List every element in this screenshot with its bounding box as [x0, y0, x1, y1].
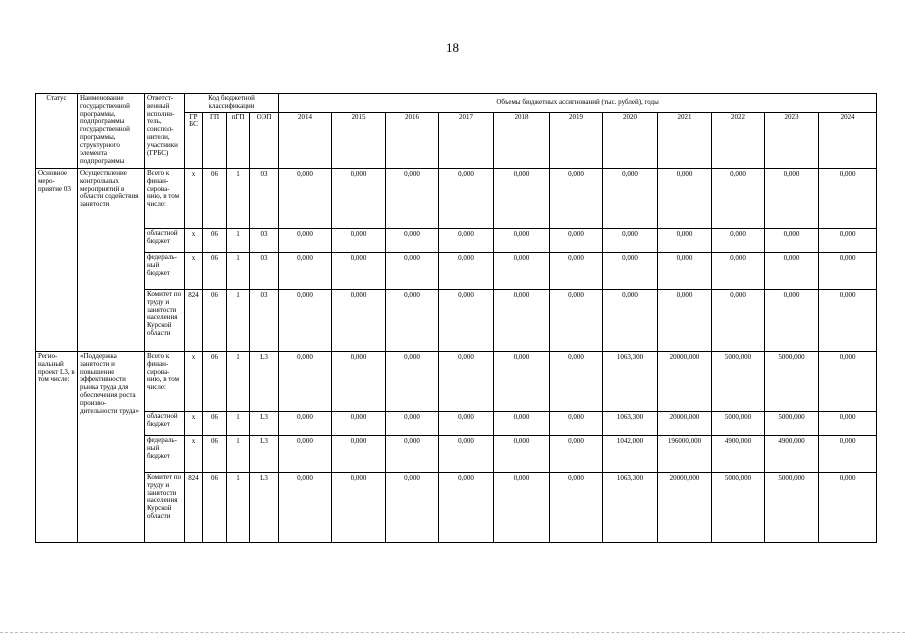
row-value: 0,000 — [494, 473, 550, 543]
row-value: 5000,000 — [765, 473, 819, 543]
header-status: Статус — [36, 94, 78, 169]
table-row — [36, 473, 877, 543]
header-year: 2021 — [658, 112, 712, 168]
header-oem: ОЭП — [250, 112, 279, 168]
row-value: 0,000 — [279, 412, 332, 436]
row-value: 0,000 — [386, 229, 439, 253]
row-value: 5000,000 — [765, 412, 819, 436]
row-executor: областной бюджет — [145, 412, 185, 436]
row-value: 0,000 — [332, 412, 386, 436]
row-code-grbs: х — [185, 169, 203, 229]
header-year: 2023 — [765, 112, 819, 168]
row-value: 5000,000 — [712, 412, 765, 436]
row-code-gp: 06 — [203, 253, 227, 290]
row-code-oem: L3 — [250, 352, 279, 412]
row-code-oem: 03 — [250, 229, 279, 253]
row-name: Осуществление контрольных мероприятий в области содействия занятости — [78, 169, 145, 352]
row-code-oem: 03 — [250, 253, 279, 290]
header-grbs: ГР БС — [185, 112, 203, 168]
row-value: 0,000 — [332, 229, 386, 253]
row-code-pgp: 1 — [227, 412, 250, 436]
row-code-grbs: х — [185, 229, 203, 253]
row-value: 0,000 — [765, 290, 819, 352]
row-value: 0,000 — [332, 253, 386, 290]
row-code-grbs: 824 — [185, 473, 203, 543]
header-year: 2020 — [603, 112, 658, 168]
row-executor: федераль-ный бюджет — [145, 436, 185, 473]
row-value: 0,000 — [550, 473, 603, 543]
row-executor: федераль-ный бюджет — [145, 253, 185, 290]
row-code-gp: 06 — [203, 290, 227, 352]
row-value: 0,000 — [819, 253, 877, 290]
row-value: 0,000 — [712, 169, 765, 229]
row-code-oem: 03 — [250, 169, 279, 229]
row-value: 0,000 — [439, 290, 494, 352]
row-value: 0,000 — [550, 412, 603, 436]
row-value: 0,000 — [494, 169, 550, 229]
row-value: 0,000 — [279, 352, 332, 412]
header-code-group: Код бюджетной классификации — [185, 94, 279, 113]
row-value: 0,000 — [819, 229, 877, 253]
row-value: 0,000 — [603, 290, 658, 352]
row-value: 0,000 — [386, 253, 439, 290]
row-value: 0,000 — [603, 229, 658, 253]
row-value: 5000,000 — [712, 352, 765, 412]
row-value: 0,000 — [439, 253, 494, 290]
row-value: 0,000 — [819, 473, 877, 543]
table-row — [36, 412, 877, 436]
row-value: 0,000 — [494, 436, 550, 473]
row-value: 5000,000 — [712, 473, 765, 543]
row-value: 0,000 — [494, 253, 550, 290]
row-value: 0,000 — [279, 436, 332, 473]
row-value: 0,000 — [386, 473, 439, 543]
row-value: 0,000 — [658, 253, 712, 290]
row-value: 1063,300 — [603, 473, 658, 543]
row-code-grbs: х — [185, 352, 203, 412]
row-value: 0,000 — [819, 412, 877, 436]
row-value: 0,000 — [603, 253, 658, 290]
row-value: 0,000 — [550, 352, 603, 412]
header-year: 2019 — [550, 112, 603, 168]
row-value: 0,000 — [439, 229, 494, 253]
header-year: 2016 — [386, 112, 439, 168]
row-code-pgp: 1 — [227, 229, 250, 253]
row-code-pgp: 1 — [227, 290, 250, 352]
table-row — [36, 290, 877, 352]
row-value: 0,000 — [712, 229, 765, 253]
row-value: 0,000 — [386, 412, 439, 436]
row-code-grbs: 824 — [185, 290, 203, 352]
header-name: Наименование государственной программы, подпрограммы государственной программы, структурного элемента подпрограммы — [78, 94, 145, 169]
row-executor: Комитет по труду и занятости населения Курской области — [145, 473, 185, 543]
row-status: Основное меро-приятие 03 — [36, 169, 78, 352]
row-value: 0,000 — [439, 412, 494, 436]
table-row — [36, 436, 877, 473]
row-value: 0,000 — [550, 229, 603, 253]
row-value: 0,000 — [279, 473, 332, 543]
row-code-oem: 03 — [250, 290, 279, 352]
row-value: 0,000 — [439, 473, 494, 543]
row-value: 0,000 — [332, 473, 386, 543]
header-pgp: пГП — [227, 112, 250, 168]
row-value: 0,000 — [332, 169, 386, 229]
row-value: 0,000 — [279, 290, 332, 352]
table-row — [36, 253, 877, 290]
row-code-gp: 06 — [203, 436, 227, 473]
header-year: 2018 — [494, 112, 550, 168]
row-value: 0,000 — [550, 253, 603, 290]
row-value: 0,000 — [550, 436, 603, 473]
row-value: 4900,000 — [765, 436, 819, 473]
row-value: 0,000 — [332, 352, 386, 412]
table-row — [36, 169, 877, 229]
row-value: 0,000 — [494, 229, 550, 253]
row-code-pgp: 1 — [227, 169, 250, 229]
header-year: 2017 — [439, 112, 494, 168]
table-row — [36, 229, 877, 253]
row-value: 0,000 — [819, 169, 877, 229]
row-value: 5000,000 — [765, 352, 819, 412]
header-gp: ГП — [203, 112, 227, 168]
row-value: 0,000 — [279, 253, 332, 290]
row-code-gp: 06 — [203, 352, 227, 412]
row-value: 0,000 — [494, 290, 550, 352]
row-value: 0,000 — [550, 169, 603, 229]
row-value: 0,000 — [439, 352, 494, 412]
row-executor: областной бюджет — [145, 229, 185, 253]
row-code-pgp: 1 — [227, 436, 250, 473]
header-year: 2015 — [332, 112, 386, 168]
row-value: 0,000 — [279, 169, 332, 229]
row-value: 0,000 — [386, 169, 439, 229]
row-value: 0,000 — [332, 290, 386, 352]
header-year: 2022 — [712, 112, 765, 168]
row-code-pgp: 1 — [227, 473, 250, 543]
row-code-pgp: 1 — [227, 253, 250, 290]
row-value: 0,000 — [819, 290, 877, 352]
row-code-grbs: х — [185, 412, 203, 436]
row-value: 1063,300 — [603, 412, 658, 436]
row-code-gp: 06 — [203, 473, 227, 543]
row-executor: Комитет по труду и занятости населения Курской области — [145, 290, 185, 352]
row-value: 0,000 — [712, 253, 765, 290]
row-value: 0,000 — [658, 290, 712, 352]
budget-table — [35, 93, 877, 543]
row-code-gp: 06 — [203, 229, 227, 253]
row-status: Регио-нальный проект L3, в том числе: — [36, 352, 78, 543]
row-value: 0,000 — [386, 352, 439, 412]
row-code-gp: 06 — [203, 412, 227, 436]
table-row — [36, 352, 877, 412]
row-code-pgp: 1 — [227, 352, 250, 412]
row-code-oem: L3 — [250, 436, 279, 473]
row-value: 0,000 — [819, 352, 877, 412]
row-value: 0,000 — [332, 436, 386, 473]
header-year: 2024 — [819, 112, 877, 168]
row-value: 0,000 — [494, 412, 550, 436]
row-value: 0,000 — [819, 436, 877, 473]
row-code-grbs: х — [185, 436, 203, 473]
row-code-oem: L3 — [250, 412, 279, 436]
bottom-divider — [0, 632, 905, 634]
row-value: 20000,000 — [658, 352, 712, 412]
row-value: 20000,000 — [658, 412, 712, 436]
header-executor: Ответст-венный исполни-тель, соиспол-нители, участники (ГРБС) — [145, 94, 185, 169]
row-value: 0,000 — [765, 253, 819, 290]
row-value: 20000,000 — [658, 473, 712, 543]
row-value: 196000,000 — [658, 436, 712, 473]
row-value: 1042,000 — [603, 436, 658, 473]
row-value: 0,000 — [658, 169, 712, 229]
page-number: 18 — [446, 40, 459, 55]
row-value: 0,000 — [550, 290, 603, 352]
row-executor: Всего к финан-сирова-нию, в том числе: — [145, 352, 185, 412]
row-code-grbs: х — [185, 253, 203, 290]
row-name: «Поддержка занятости и повышение эффективности рынка труда для обеспечения роста произво-дительности труда» — [78, 352, 145, 543]
row-value: 0,000 — [386, 290, 439, 352]
row-value: 0,000 — [386, 436, 439, 473]
row-value: 0,000 — [439, 436, 494, 473]
row-code-oem: L3 — [250, 473, 279, 543]
header-year: 2014 — [279, 112, 332, 168]
row-value: 0,000 — [494, 352, 550, 412]
row-value: 1063,300 — [603, 352, 658, 412]
row-value: 0,000 — [439, 169, 494, 229]
row-value: 0,000 — [765, 169, 819, 229]
row-value: 0,000 — [658, 229, 712, 253]
row-code-gp: 06 — [203, 169, 227, 229]
row-value: 4900,000 — [712, 436, 765, 473]
row-value: 0,000 — [279, 229, 332, 253]
row-executor: Всего к финан-сирова-нию, в том числе: — [145, 169, 185, 229]
header-volume-group: Объемы бюджетных ассигнований (тыс. рублей), годы — [279, 94, 877, 113]
row-value: 0,000 — [765, 229, 819, 253]
row-value: 0,000 — [712, 290, 765, 352]
row-value: 0,000 — [603, 169, 658, 229]
